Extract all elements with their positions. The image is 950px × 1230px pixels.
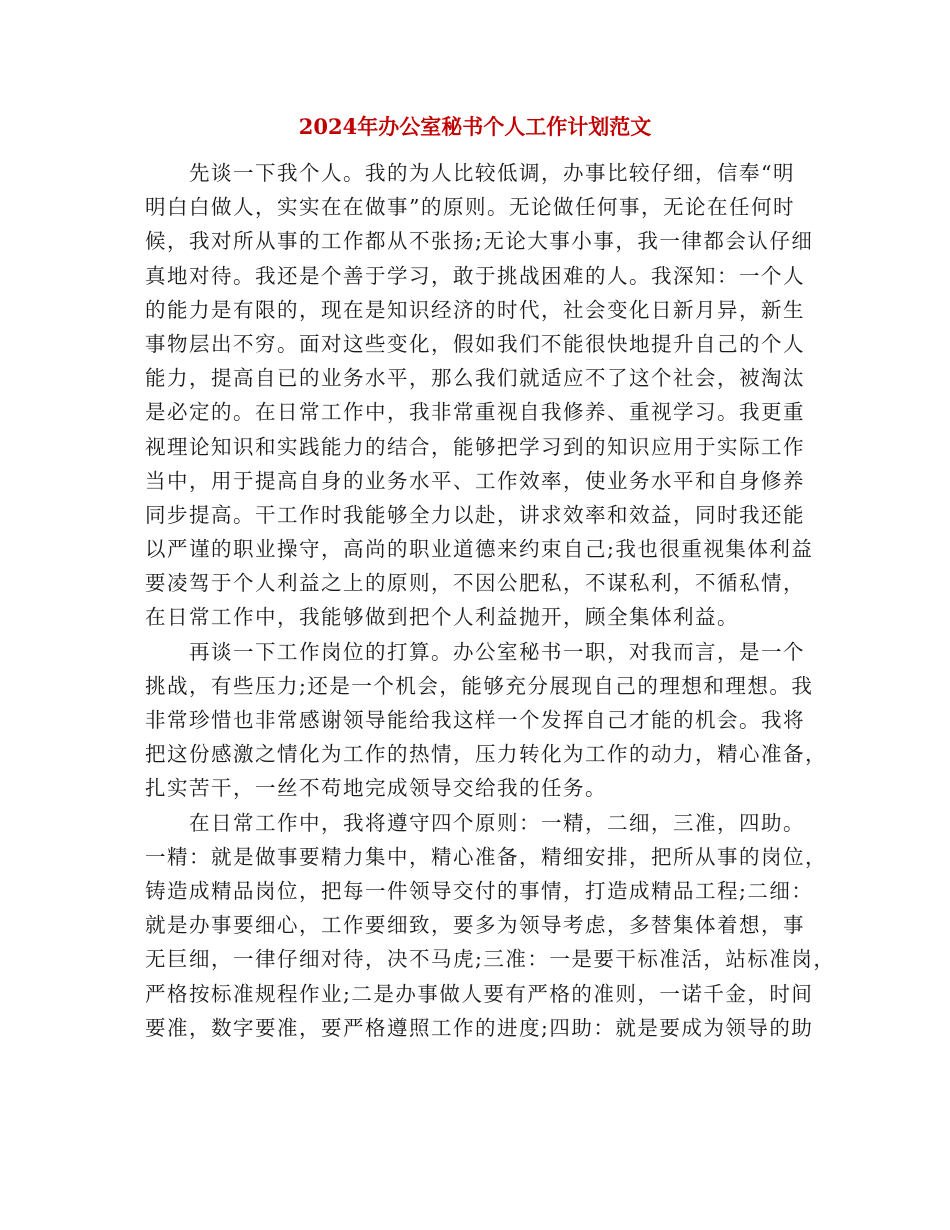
body-line: 铸造成精品岗位，把每一件领导交付的事情，打造成精品工程;二细： xyxy=(145,878,814,903)
body-line: 无巨细，一律仔细对待，决不马虎;三准：一是要干标准活，站标准岗， xyxy=(145,947,836,972)
body-line: 在日常工作中，我将遵守四个原则：一精，二细，三准，四助。 xyxy=(145,810,805,835)
body-line: 是必定的。在日常工作中，我非常重视自我修养、重视学习。我更重 xyxy=(145,400,805,425)
document-body xyxy=(145,156,836,1045)
body-line: 挑战，有些压力;还是一个机会，能够充分展现自己的理想和理想。我 xyxy=(145,673,814,698)
body-line: 扎实苦干，一丝不苟地完成领导交给我的任务。 xyxy=(145,776,607,801)
body-line: 严格按标准规程作业;二是办事做人要有严格的准则，一诺千金，时间 xyxy=(145,981,814,1006)
body-line: 同步提高。干工作时我能够全力以赴，讲求效率和效益，同时我还能 xyxy=(145,502,805,527)
body-line: 就是办事要细心，工作要细致，要多为领导考虑，多替集体着想，事 xyxy=(145,913,805,938)
body-line: 在日常工作中，我能够做到把个人利益抛开，顾全集体利益。 xyxy=(145,605,739,630)
body-line: 再谈一下工作岗位的打算。办公室秘书一职，对我而言，是一个 xyxy=(145,639,805,664)
body-line: 当中，用于提高自身的业务水平、工作效率，使业务水平和自身修养 xyxy=(145,468,805,493)
document-title: 2024年办公室秘书个人工作计划范文 xyxy=(298,114,652,139)
body-line: 视理论知识和实践能力的结合，能够把学习到的知识应用于实际工作 xyxy=(145,434,805,459)
body-line: 能力，提高自已的业务水平，那么我们就适应不了这个社会，被淘汰 xyxy=(145,366,805,391)
body-line: 要凌驾于个人利益之上的原则，不因公肥私，不谋私利，不循私情， xyxy=(145,571,805,596)
body-line: 事物层出不穷。面对这些变化，假如我们不能很快地提升自己的个人 xyxy=(145,331,805,356)
body-line: 真地对待。我还是个善于学习，敢于挑战困难的人。我深知：一个人 xyxy=(145,263,805,288)
body-line: 把这份感激之情化为工作的热情，压力转化为工作的动力，精心准备， xyxy=(145,742,827,767)
body-line: 要准，数字要准，要严格遵照工作的进度;四助：就是要成为领导的助 xyxy=(145,1015,814,1040)
body-line: 非常珍惜也非常感谢领导能给我这样一个发挥自己才能的机会。我将 xyxy=(145,708,805,732)
body-line: 明白白做人，实实在在做事”的原则。无论做任何事，无论在任何时 xyxy=(145,195,795,220)
body-line: 的能力是有限的，现在是知识经济的时代，社会变化日新月异，新生 xyxy=(145,297,805,322)
body-line: 以严谨的职业操守，高尚的职业道德来约束自己;我也很重视集体利益 xyxy=(145,537,814,562)
body-line: 先谈一下我个人。我的为人比较低调，办事比较仔细，信奉“明 xyxy=(145,161,795,185)
body-line: 一精：就是做事要精力集中，精心准备，精细安排，把所从事的岗位， xyxy=(145,844,827,869)
body-line: 候，我对所从事的工作都从不张扬;无论大事小事，我一律都会认仔细 xyxy=(145,229,814,254)
